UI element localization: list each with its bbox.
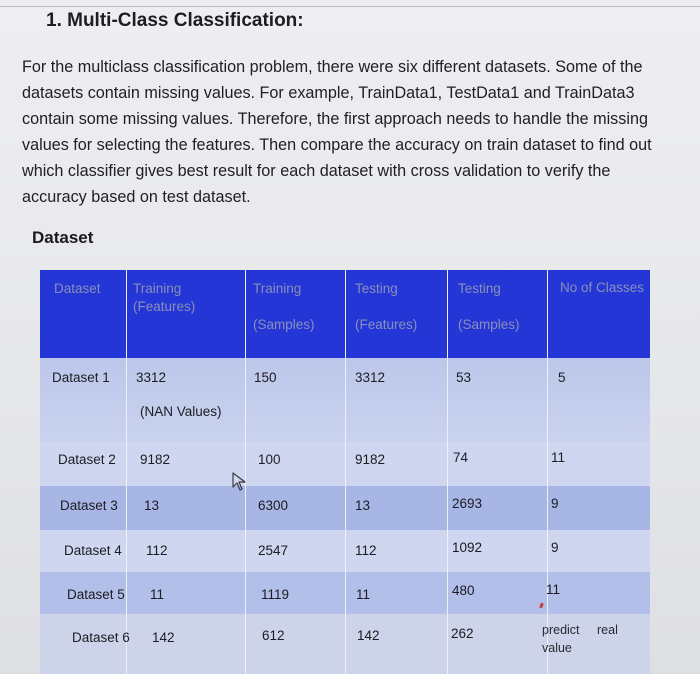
row1-test-features: 3312 — [355, 370, 386, 385]
row1-dataset: Dataset 1 — [52, 370, 110, 385]
row2-dataset: Dataset 2 — [58, 452, 116, 467]
mouse-cursor-icon — [232, 472, 248, 492]
description-paragraph — [22, 54, 670, 210]
header-dataset: Dataset — [54, 281, 101, 296]
paragraph-text: For the multiclass classification problem, there were six different datasets. Some of the datasets contain missing values. For example, TrainData1, TestData1 and TrainData3 contain some missing values. Therefore, the first approach needs to handle the missing values for selecting the features. Then compare the accuracy on train dataset to find out which classifier gives best result for each dataset with cross validation to verify the accuracy based on test dataset. — [22, 58, 652, 206]
section-title: 1. Multi-Class Classification: — [46, 10, 304, 31]
row4-train-features: 112 — [146, 543, 168, 558]
header-training-samples-line1: Training — [253, 281, 302, 296]
dataset-table — [40, 270, 650, 674]
row2-classes: 11 — [551, 450, 566, 465]
row1-train-features: 3312 — [136, 370, 167, 385]
header-no-of-classes: No of Classes — [560, 280, 645, 295]
row2-train-features: 9182 — [140, 452, 171, 467]
dataset-heading: Dataset — [32, 228, 94, 247]
header-training-features — [133, 280, 195, 316]
row5-train-features: 11 — [150, 587, 165, 602]
row5-train-samples: 1119 — [261, 587, 290, 602]
row3-test-samples: 2693 — [452, 496, 483, 511]
row5-test-samples: 480 — [452, 583, 475, 598]
row5-classes: 11 — [546, 582, 561, 597]
header-training-features-line2: (Features) — [133, 299, 196, 314]
annotation-real: real — [597, 623, 618, 637]
header-testing-features-line1: Testing — [355, 281, 398, 296]
column-divider — [345, 270, 346, 674]
annotation-value: value — [542, 641, 572, 655]
row2-test-samples: 74 — [453, 450, 469, 465]
row6-test-features: 142 — [357, 628, 380, 643]
header-training-samples-line2: (Samples) — [253, 317, 315, 332]
annotation-predict: predict — [542, 623, 580, 637]
row1-nan-note: (NAN Values) — [140, 404, 222, 419]
header-testing-features-line2: (Features) — [355, 317, 418, 332]
row6-dataset: Dataset 6 — [72, 630, 130, 645]
header-testing-samples-line1: Testing — [458, 281, 501, 296]
row4-train-samples: 2547 — [258, 543, 289, 558]
column-divider — [547, 270, 548, 674]
row4-test-samples: 1092 — [452, 540, 483, 555]
row3-dataset: Dataset 3 — [60, 498, 118, 513]
column-divider — [126, 270, 127, 674]
row4-test-features: 112 — [355, 543, 377, 558]
row2-test-features: 9182 — [355, 452, 386, 467]
row6-test-samples: 262 — [451, 626, 474, 641]
row4-dataset: Dataset 4 — [64, 543, 122, 558]
row3-train-features: 13 — [144, 498, 160, 513]
row6-train-features: 142 — [152, 630, 175, 645]
row1-train-samples: 150 — [254, 370, 277, 385]
row3-train-samples: 6300 — [258, 498, 289, 513]
header-training-features-line1: Training — [133, 281, 182, 296]
row1-test-samples: 53 — [456, 370, 472, 385]
row3-test-features: 13 — [355, 498, 371, 513]
row5-test-features: 11 — [356, 587, 371, 602]
row6-train-samples: 612 — [262, 628, 285, 643]
row2-train-samples: 100 — [258, 452, 281, 467]
top-divider — [0, 6, 700, 7]
column-divider — [447, 270, 448, 674]
row5-dataset: Dataset 5 — [67, 587, 125, 602]
header-testing-samples-line2: (Samples) — [458, 317, 520, 332]
row4-classes: 9 — [551, 540, 559, 555]
row3-classes: 9 — [551, 496, 559, 511]
row1-classes: 5 — [558, 370, 566, 385]
